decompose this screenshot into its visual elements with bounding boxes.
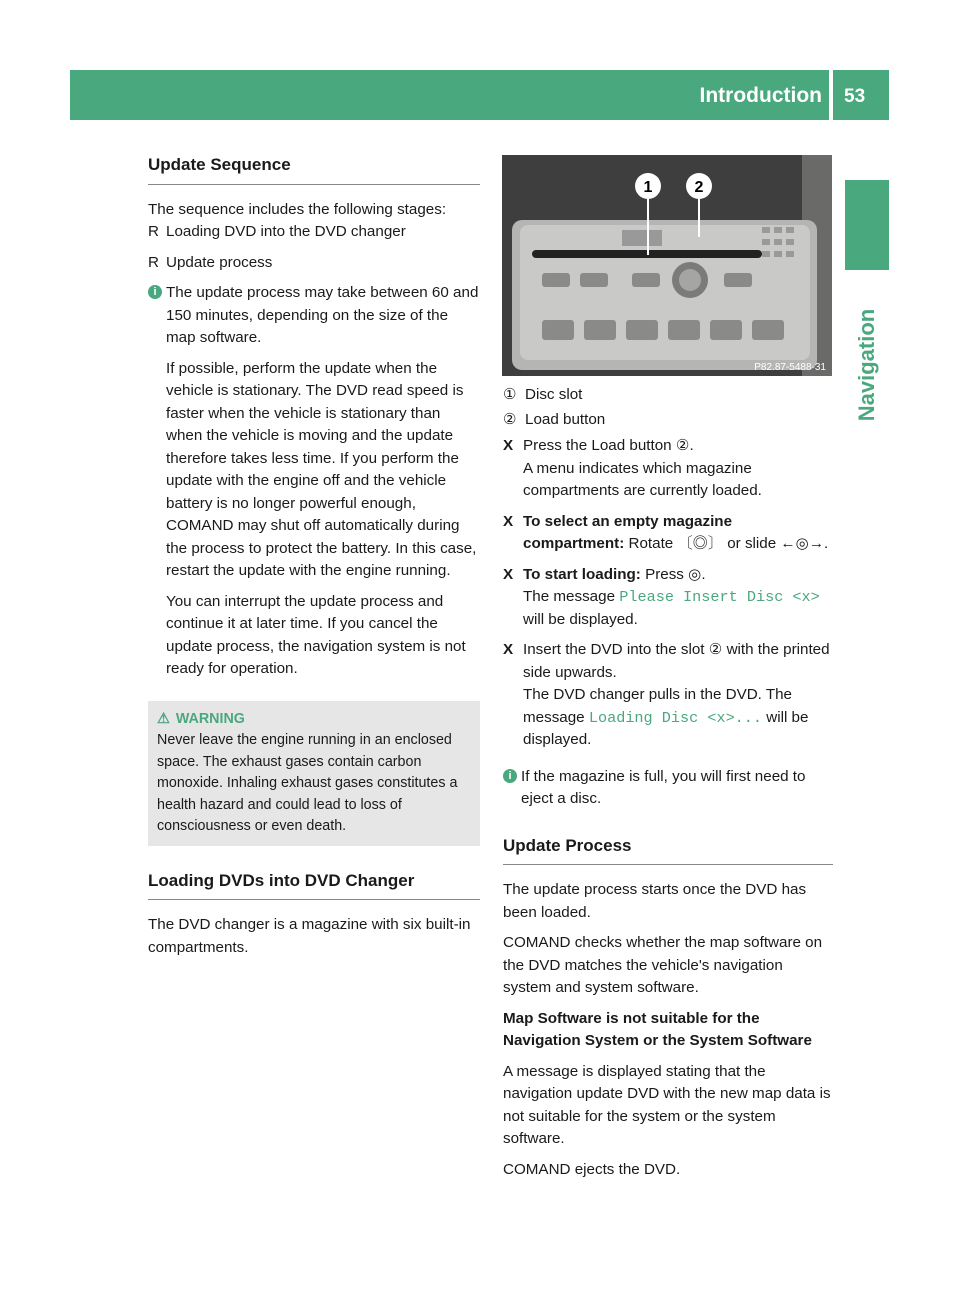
intro-text: The sequence includes the following stages: xyxy=(148,200,447,218)
display-message: Please Insert Disc <x> xyxy=(619,588,820,606)
page-number: 53 xyxy=(844,86,866,107)
step-result: A menu indicates which magazine compartments are currently loaded. xyxy=(523,459,762,499)
loading-heading: Loading DVDs into DVD Changer xyxy=(148,870,480,901)
right-column: ① Disc slot ② Load button X Press the Load button ②. A menu indicates which magazine compartments are currently loaded. X To select an empty magazine compartment: Rotate 〔◎〕 or slide ←◎→. X To start loading: Press ◎. The message Please Insert Disc <x> will be displayed. X Insert the DVD into the slot ② with the printed side upwards. The DVD changer pulls in the DVD. The message Loading Disc <x>... will be displayed. i If the magazine is full, you will first need to eject a disc. Update Process The update process starts once the DVD has been loaded. COMAND checks whether the map software on the DVD matches the vehicle's navigation system and system software. Map Software is not suitable for the Navigation System or the System Software A message is displayed stating that the navigation update DVD with the new map data is not suitable for the system or the system software. COMAND ejects the DVD. xyxy=(503,384,833,1181)
loading-text: The DVD changer is a magazine with six built-in compartments. xyxy=(148,916,471,956)
info-icon: i xyxy=(148,285,162,299)
info-icon: i xyxy=(503,769,517,783)
dvd-changer-illustration xyxy=(502,155,832,376)
note-text: The update process may take between 60 and 150 minutes, depending on the size of the map software. xyxy=(166,284,479,346)
display-message: Loading Disc <x>... xyxy=(588,708,763,727)
step-2: X To select an empty magazine compartment: Rotate 〔◎〕 or slide ←◎→. xyxy=(503,512,829,552)
step-1: X Press the Load button ②. A menu indicates which magazine compartments are currently loaded. xyxy=(503,435,833,503)
info-note xyxy=(148,282,480,681)
callout-2: 2 xyxy=(694,179,704,196)
dvd-changer-photo xyxy=(502,155,832,376)
step-marker: X xyxy=(503,437,514,454)
legend-item: ② Load button xyxy=(503,410,606,428)
step-3: X To start loading: Press ◎. The message Please Insert Disc <x> will be displayed. xyxy=(503,565,820,628)
sub-heading: Map Software is not suitable for the Navigation System or the System Software xyxy=(503,1009,812,1049)
callout-1: 1 xyxy=(643,179,653,196)
legend-item: ① Disc slot xyxy=(503,386,583,403)
bullet-marker: R xyxy=(148,253,159,271)
figure-code: P82.87-5488-31 xyxy=(754,362,826,373)
warning-icon: ⚠ xyxy=(157,710,170,727)
note-text: If possible, perform the update when the vehicle is stationary. The DVD read speed is faster when the vehicle is stationary than when the vehicle is moving and the update therefore takes less time. If you perform the update with the engine off and the vehicle battery is no longer powerful enough, COMAND may shut off automatically during the process to protect the battery. In this case, restart the update with the engine running. xyxy=(166,359,477,579)
warning-box xyxy=(148,701,480,846)
side-tab-marker xyxy=(845,180,889,270)
step-marker: X xyxy=(503,641,514,658)
step-4: X Insert the DVD into the slot ② with the printed side upwards. The DVD changer pulls in the DVD. The message Loading Disc <x>... will be displayed. xyxy=(503,641,830,748)
note-text: You can interrupt the update process and continue it at later time. If you cancel the update process, the navigation system is not ready for operation. xyxy=(166,592,466,677)
update-sequence-heading: Update Sequence xyxy=(148,154,480,185)
warning-text: Never leave the engine running in an enclosed space. The exhaust gases contain carbon monoxide. Inhaling exhaust gases constitutes a health hazard and could lead to loss of consciousness or even death. xyxy=(157,732,458,834)
header-divider xyxy=(829,70,833,120)
left-column xyxy=(148,154,480,959)
info-note: i If the magazine is full, you will first need to eject a disc. xyxy=(503,766,833,811)
list-item: R Loading DVD into the DVD changer xyxy=(148,221,480,244)
section-title: Introduction xyxy=(699,84,822,107)
side-tab-label: Navigation xyxy=(854,308,879,422)
bullet-marker: R xyxy=(148,223,159,240)
warning-title: WARNING xyxy=(175,710,245,727)
list-item: R Update process xyxy=(148,252,480,275)
update-process-heading: Update Process xyxy=(503,835,833,866)
step-marker: X xyxy=(503,565,514,583)
step-marker: X xyxy=(503,512,514,530)
